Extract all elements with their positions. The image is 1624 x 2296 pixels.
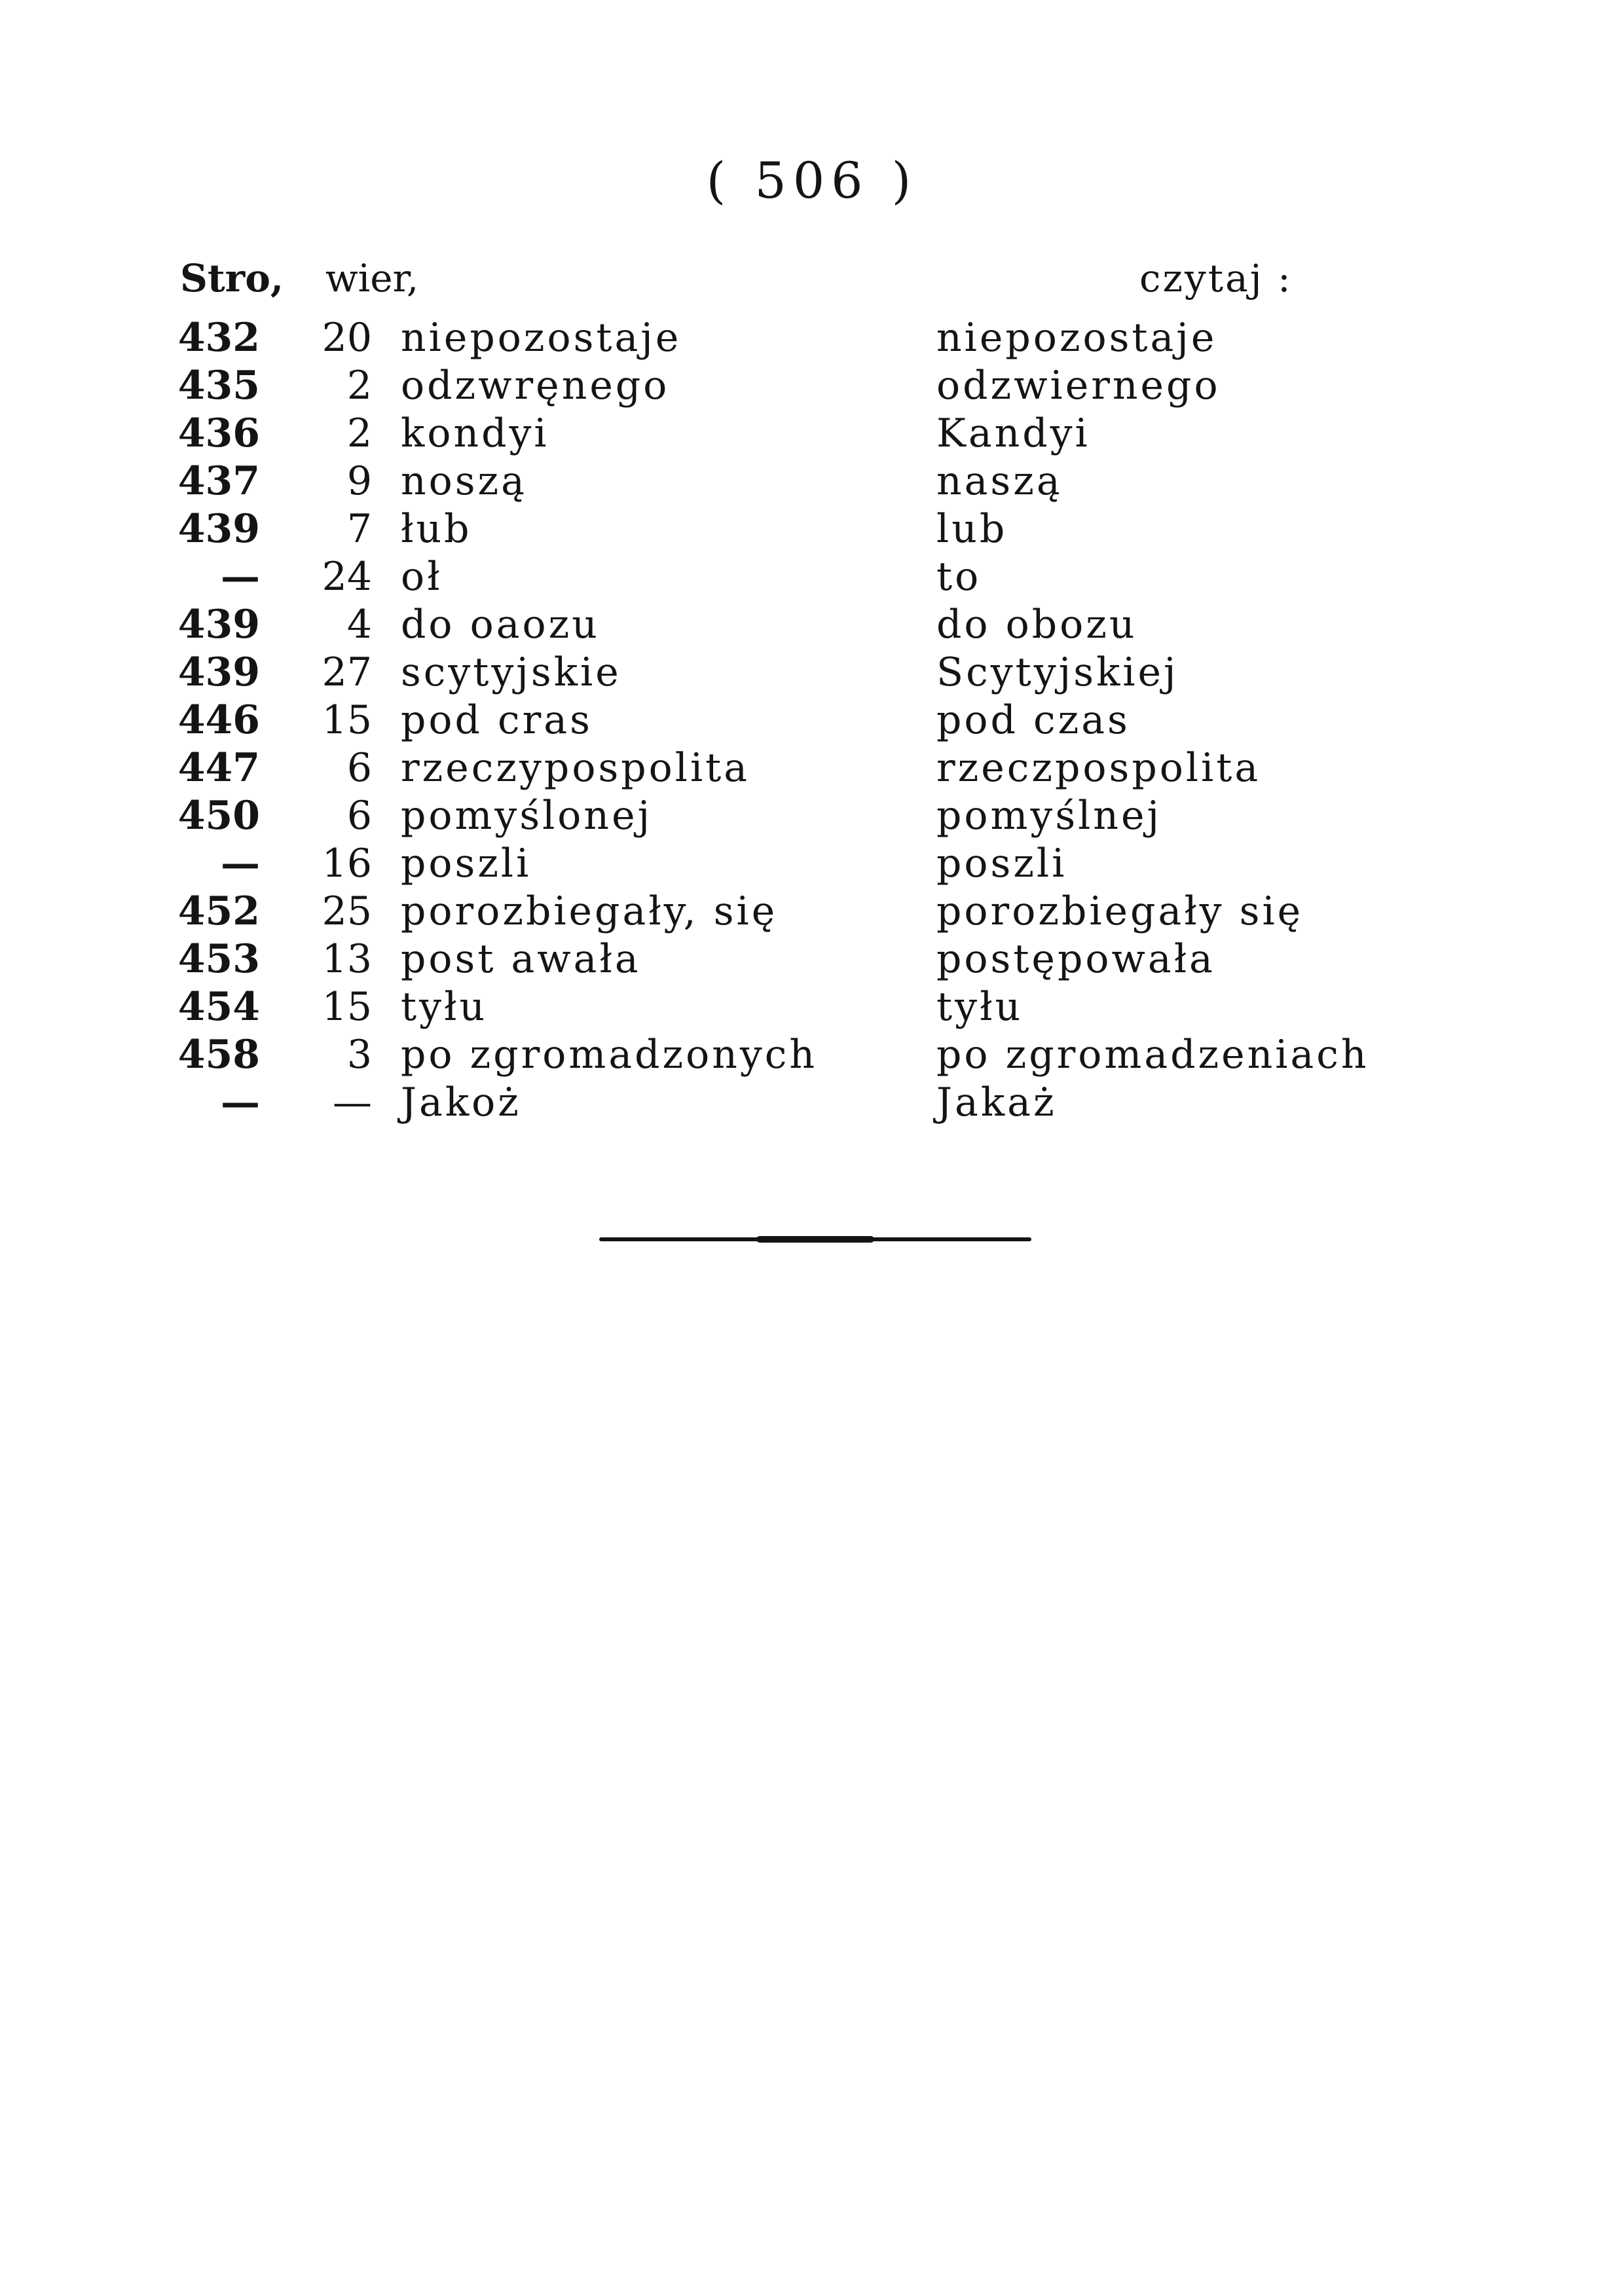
errata-wrong: poszli	[401, 841, 532, 886]
errata-correct: tyłu	[936, 984, 1024, 1030]
errata-row	[0, 602, 1624, 653]
errata-page: —	[221, 841, 260, 886]
header-page-column: Stro,	[180, 256, 284, 301]
errata-line: 2	[346, 410, 372, 456]
errata-list	[0, 315, 1624, 1131]
errata-line: 2	[346, 363, 372, 409]
errata-correct: lub	[936, 506, 1008, 552]
errata-row	[0, 888, 1624, 939]
errata-row	[0, 1032, 1624, 1083]
errata-wrong: odzwręnego	[401, 363, 670, 409]
errata-row	[0, 936, 1624, 987]
errata-wrong: rzeczypospolita	[401, 745, 750, 791]
errata-page: 454	[177, 984, 260, 1030]
errata-wrong: niepozostaje	[401, 315, 682, 361]
errata-wrong: post awała	[401, 936, 641, 982]
errata-row	[0, 745, 1624, 796]
header-line-column: wier,	[325, 256, 419, 301]
errata-page: —	[221, 554, 260, 600]
errata-line: 15	[322, 697, 372, 743]
errata-line: 7	[346, 506, 372, 552]
closing-rule	[599, 1237, 1031, 1241]
errata-correct: rzeczpospolita	[936, 745, 1261, 791]
errata-correct: Jakaż	[936, 1080, 1057, 1125]
errata-wrong: oł	[401, 554, 443, 600]
errata-correct: poszli	[936, 841, 1067, 886]
errata-wrong: łub	[401, 506, 472, 552]
errata-correct: niepozostaje	[936, 315, 1217, 361]
errata-page: 439	[177, 506, 260, 552]
errata-row	[0, 984, 1624, 1035]
errata-header	[0, 256, 1624, 305]
errata-page: 439	[177, 649, 260, 695]
errata-line: 15	[322, 984, 372, 1030]
page-number: ( 506 )	[706, 151, 918, 210]
errata-wrong: do oaozu	[401, 602, 600, 647]
errata-wrong: Jakoż	[401, 1080, 521, 1125]
errata-wrong: porozbiegały, się	[401, 888, 778, 934]
errata-correct: to	[936, 554, 982, 600]
errata-row	[0, 410, 1624, 462]
errata-wrong: tyłu	[401, 984, 488, 1030]
errata-row	[0, 697, 1624, 748]
header-read-column: czytaj :	[1139, 256, 1293, 301]
errata-correct: odzwiernego	[936, 363, 1221, 409]
errata-correct: Kandyi	[936, 410, 1090, 456]
errata-line: 4	[346, 602, 372, 647]
errata-wrong: noszą	[401, 458, 527, 504]
errata-wrong: po zgromadzonych	[401, 1032, 818, 1078]
errata-row	[0, 1080, 1624, 1131]
errata-line: 24	[322, 554, 372, 600]
errata-row	[0, 793, 1624, 844]
errata-line: 6	[346, 793, 372, 839]
errata-page: 450	[177, 793, 260, 839]
errata-row	[0, 841, 1624, 892]
errata-correct: pomyślnej	[936, 793, 1162, 839]
errata-line: 20	[322, 315, 372, 361]
errata-page: 446	[177, 697, 260, 743]
errata-row	[0, 506, 1624, 557]
errata-wrong: kondyi	[401, 410, 549, 456]
errata-wrong: pod cras	[401, 697, 593, 743]
errata-correct: do obozu	[936, 602, 1137, 647]
errata-page: 435	[177, 363, 260, 409]
errata-page: 452	[177, 888, 260, 934]
errata-page: 437	[177, 458, 260, 504]
errata-line: 13	[322, 936, 372, 982]
errata-line: 25	[322, 888, 372, 934]
errata-line: 6	[346, 745, 372, 791]
errata-page: 453	[177, 936, 260, 982]
errata-line: 27	[322, 649, 372, 695]
errata-correct: porozbiegały się	[936, 888, 1304, 934]
errata-row	[0, 649, 1624, 701]
errata-line: —	[333, 1080, 372, 1125]
errata-row	[0, 458, 1624, 509]
errata-page: 447	[177, 745, 260, 791]
errata-page: 439	[177, 602, 260, 647]
errata-page: —	[221, 1080, 260, 1125]
errata-row	[0, 363, 1624, 414]
errata-wrong: scytyjskie	[401, 649, 621, 695]
errata-line: 16	[322, 841, 372, 886]
errata-page: 436	[177, 410, 260, 456]
errata-correct: po zgromadzeniach	[936, 1032, 1369, 1078]
errata-correct: postępowała	[936, 936, 1215, 982]
errata-correct: naszą	[936, 458, 1063, 504]
errata-correct: Scytyjskiej	[936, 649, 1179, 695]
errata-line: 3	[346, 1032, 372, 1078]
errata-page: 432	[177, 315, 260, 361]
errata-row	[0, 315, 1624, 366]
errata-row	[0, 554, 1624, 605]
errata-line: 9	[346, 458, 372, 504]
errata-correct: pod czas	[936, 697, 1130, 743]
errata-wrong: pomyślonej	[401, 793, 653, 839]
errata-page: 458	[177, 1032, 260, 1078]
